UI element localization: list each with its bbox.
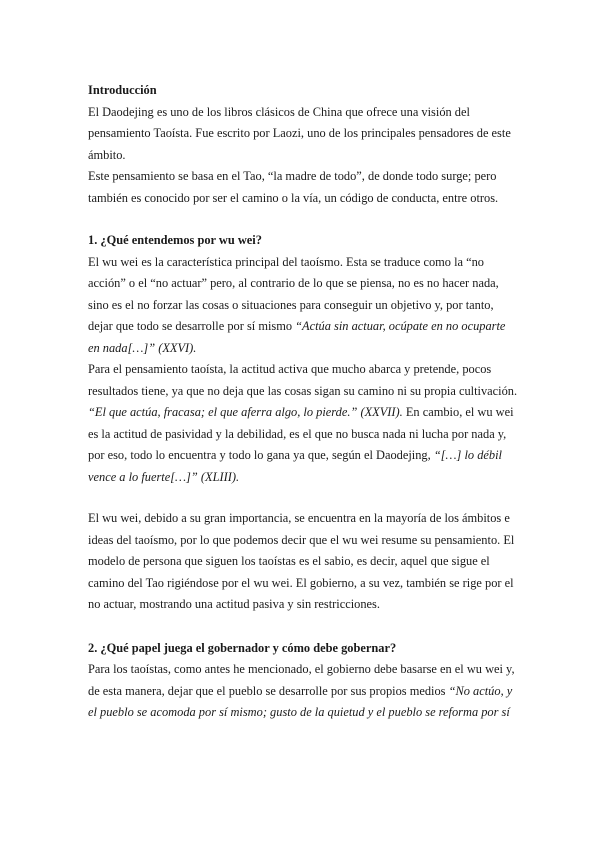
section-1-heading: 1. ¿Qué entendemos por wu wei? (88, 233, 262, 247)
section-1-paragraph-2 (88, 359, 520, 488)
section-1-p1-quote: “Actúa sin actuar, ocúpate en no ocuparte en nada[…]” (XXVI). (88, 319, 506, 355)
section-1-p2-text-2: En cambio, el wu wei es la actitud de pasividad y la debilidad, es el que no busca nada ni lucha por nada y, por eso, todo lo encuentra y todo lo gana ya que, según el Daodejing, (88, 405, 514, 462)
section-1-p2-quote-2: “[…] lo débil vence a lo fuerte[…]” (XLIII). (88, 448, 502, 484)
section-2-heading: 2. ¿Qué papel juega el gobernador y cómo debe gobernar? (88, 640, 397, 655)
intro-heading: Introducción (88, 83, 157, 97)
section-1-p2-quote-1: “El que actúa, fracasa; el que aferra algo, lo pierde.” (XXVII). (88, 405, 403, 419)
section-1-paragraph-3: El wu wei, debido a su gran importancia, se encuentra en la mayoría de los ámbitos e ideas del taoísmo, por lo que podemos decir que el wu wei resume su pensamiento. El modelo de persona que siguen los taoístas es el sabio, es decir, aquel que sigue el camino del Tao rigiéndose por el wu wei. El gobierno, a su vez, también se rige por el no actuar, mostrando una actitud pasiva y sin restricciones. (88, 511, 515, 611)
intro-paragraph-1: El Daodejing es uno de los libros clásicos de China que ofrece una visión del pensamiento Taoísta. Fue escrito por Laozi, uno de los principales pensadores de este ámbito. (88, 104, 511, 162)
section-1-paragraph-1 (88, 252, 520, 360)
section-1-p2-text: Para el pensamiento taoísta, la actitud activa que mucho abarca y pretende, pocos resultados tiene, ya que no deja que las cosas sigan su camino ni su propia cultivación. (88, 362, 518, 398)
intro-paragraph-2: Este pensamiento se basa en el Tao, “la madre de todo”, de donde todo surge; pero también es conocido por ser el camino o la vía, un código de conducta, entre otros. (88, 169, 499, 205)
section-2-paragraph-1 (88, 659, 520, 724)
section-1-p1-text: El wu wei es la característica principal del taoísmo. Esta se traduce como la “no acción” o el “no actuar” pero, al contrario de lo que se piensa, no es no hacer nada, sino es el no forzar las cosas o situaciones para conseguir un objetivo y, por tanto, dejar que todo se desarrolle por sí mismo (88, 254, 499, 333)
section-2-p1-quote: “No actúo, y el pueblo se acomoda por sí mismo; gusto de la quietud y el pueblo se reforma por sí (88, 683, 513, 719)
document-page (88, 80, 520, 724)
section-2-p1-text: Para los taoístas, como antes he mencionado, el gobierno debe basarse en el wu wei y, de esta manera, dejar que el pueblo se desarrolle por sus propios medios (88, 662, 515, 698)
